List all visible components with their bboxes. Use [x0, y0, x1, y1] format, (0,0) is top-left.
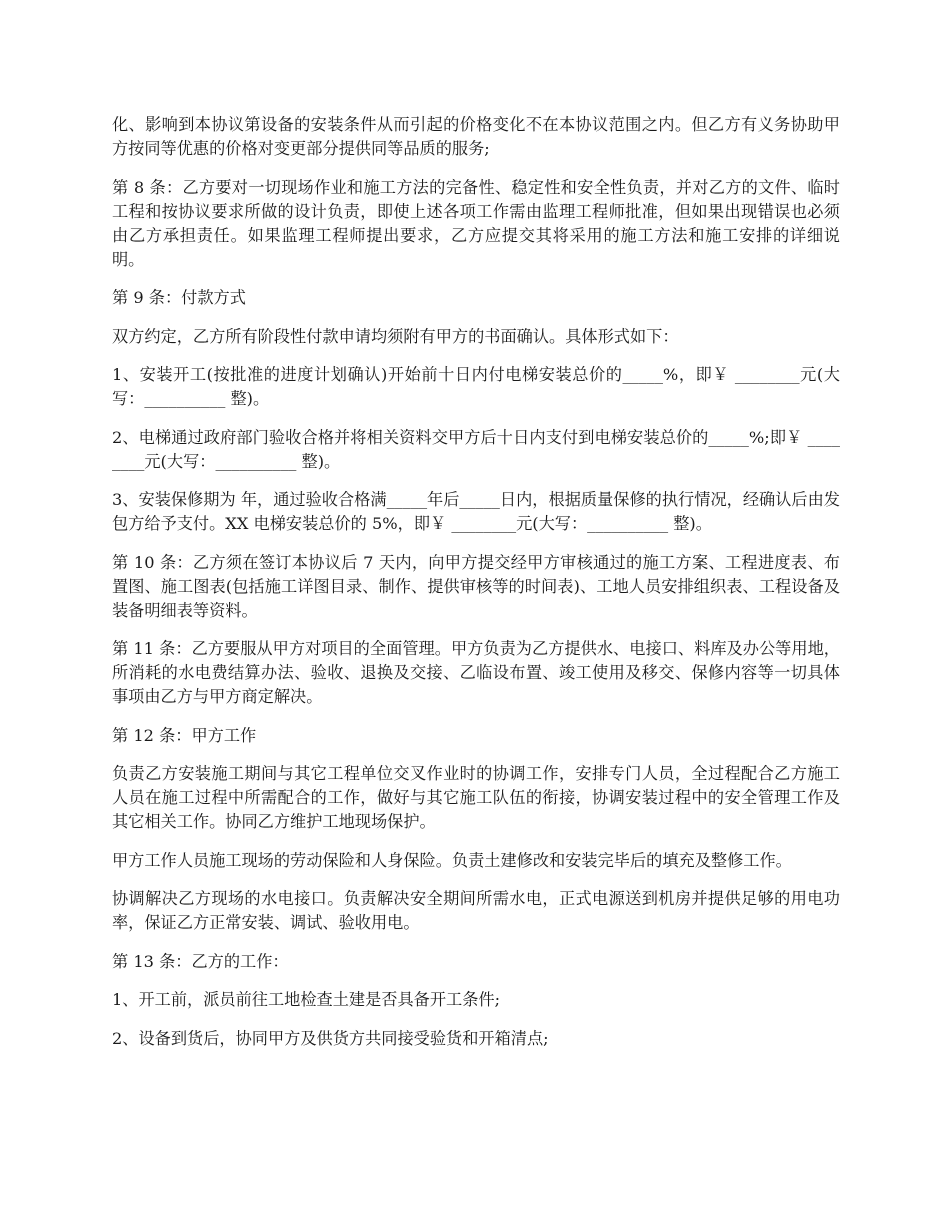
- paragraph-party-a-insurance: 甲方工作人员施工现场的劳动保险和人身保险。负责土建修改和安装完毕后的填充及整修工作。: [112, 850, 792, 870]
- paragraph-article-8: 第 8 条：乙方要对一切现场作业和施工方法的完备性、稳定性和安全性负责，并对乙方的文件、临时工程和按协议要求所做的设计负责，即使上述各项工作需由监理工程师批准，但如果出现错误也必须由乙方承担责任。如果监理工程师提出要求，乙方应提交其将采用的施工方法和施工安排的详细说明。: [112, 177, 840, 269]
- heading-article-13: 第 13 条：乙方的工作：: [112, 951, 289, 971]
- paragraph-party-b-item-1: 1、开工前，派员前往工地检查土建是否具备开工条件;: [112, 990, 501, 1009]
- paragraph-payment-item-2: 2、电梯通过政府部门验收合格并将相关资料交甲方后十日内支付到电梯安装总价的_____%;即￥ ________元(大写：__________ 整)。: [112, 427, 840, 471]
- paragraph-party-a-utilities: 协调解决乙方现场的水电接口。负责解决安全期间所需水电，正式电源送到机房并提供足够的用电功率，保证乙方正常安装、调试、验收用电。: [112, 889, 840, 932]
- paragraph-payment-item-1: 1、安装开工(按批准的进度计划确认)开始前十日内付电梯安装总价的_____%，即￥ ________元(大写：__________ 整)。: [112, 365, 840, 408]
- heading-article-9: 第 9 条：付款方式: [112, 288, 246, 307]
- heading-article-12: 第 12 条：甲方工作: [112, 725, 257, 745]
- paragraph-payment-intro: 双方约定，乙方所有阶段性付款申请均须附有甲方的书面确认。具体形式如下：: [112, 326, 679, 346]
- paragraph-party-b-item-2: 2、设备到货后，协同甲方及供货方共同接受验货和开箱清点;: [112, 1028, 549, 1048]
- paragraph-payment-item-3: 3、安装保修期为 年，通过验收合格满_____年后_____日内，根据质量保修的执行情况，经确认后由发包方给予支付。XX 电梯安装总价的 5%，即￥ ________元(大写：__________ 整)。: [112, 490, 840, 533]
- paragraph-article-10: 第 10 条：乙方须在签订本协议后 7 天内，向甲方提交经甲方审核通过的施工方案、工程进度表、布置图、施工图表(包括施工详图目录、制作、提供审核等的时间表)、工地人员安排组织表、工程设备及装备明细表等资料。: [112, 552, 840, 620]
- paragraph-article-11: 第 11 条：乙方要服从甲方对项目的全面管理。甲方负责为乙方提供水、电接口、料库及办公等用地，所消耗的水电费结算办法、验收、退换及交接、乙临设布置、竣工使用及移交、保修内容等一切具体事项由乙方与甲方商定解决。: [112, 639, 840, 706]
- paragraph-price-change: 化、影响到本协议第设备的安装条件从而引起的价格变化不在本协议范围之内。但乙方有义务协助甲方按同等优惠的价格对变更部分提供同等品质的服务;: [112, 115, 840, 158]
- paragraph-party-a-coordination: 负责乙方安装施工期间与其它工程单位交叉作业时的协调工作，安排专门人员，全过程配合乙方施工人员在施工过程中所需配合的工作，做好与其它施工队伍的衔接，协调安装过程中的安全管理工作及其它相关工作。协同乙方维护工地现场保护。: [112, 764, 840, 831]
